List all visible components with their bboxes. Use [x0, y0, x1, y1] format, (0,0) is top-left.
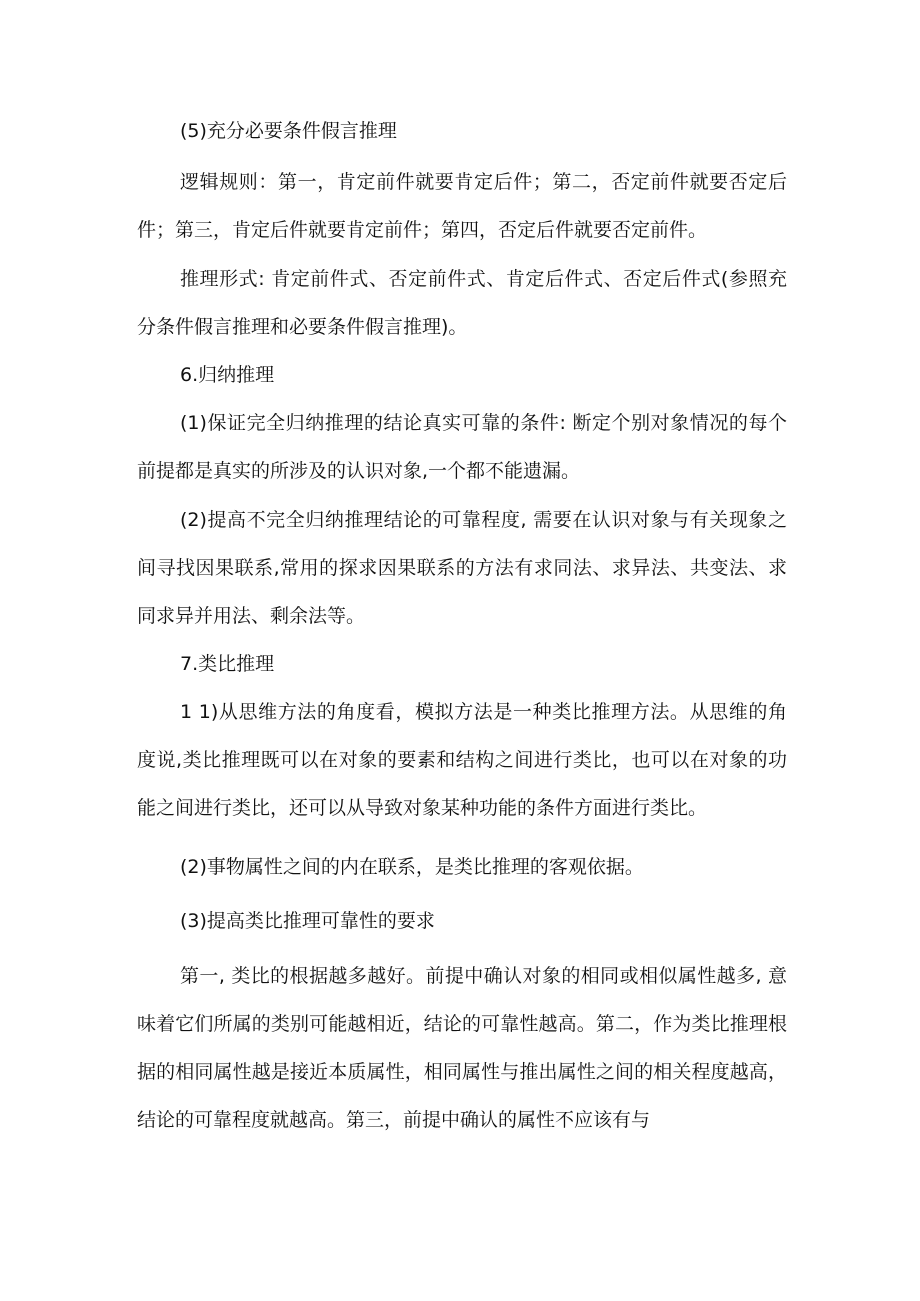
paragraph-analogy-basis: (2)事物属性之间的内在联系，是类比推理的客观依据。 [180, 856, 644, 878]
paragraph-reasoning-forms: 推理形式: 肯定前件式、否定前件式、肯定后件式、否定后件式(参照充分条件假言推理和必要条件假言推理)。 [137, 268, 787, 338]
heading-analogy-reliability: (3)提高类比推理可靠性的要求 [180, 910, 435, 932]
heading-sufficient-necessary-condition: (5)充分必要条件假言推理 [180, 120, 397, 142]
paragraph-reliability-requirements: 第一, 类比的根据越多越好。前提中确认对象的相同或相似属性越多, 意味着它们所属的类别可能越相近，结论的可靠性越高。第二，作为类比推理根据的相同属性越是接近本质属性，相同属性与推出属性之间的相关程度越高，结论的可靠程度就越高。第三，前提中确认的属性不应该有与 [137, 965, 787, 1131]
heading-inductive-reasoning: 6.归纳推理 [180, 364, 275, 386]
paragraph-analogy-method: 1 1)从思维方法的角度看，模拟方法是一种类比推理方法。从思维的角度说,类比推理既可以在对象的要素和结构之间进行类比，也可以在对象的功能之间进行类比，还可以从导致对象某种功能的条件方面进行类比。 [137, 701, 787, 819]
paragraph-complete-induction: (1)保证完全归纳推理的结论真实可靠的条件: 断定个别对象情况的每个前提都是真实的所涉及的认识对象,一个都不能遗漏。 [137, 412, 787, 482]
heading-analogical-reasoning: 7.类比推理 [180, 653, 275, 675]
paragraph-incomplete-induction: (2)提高不完全归纳推理结论的可靠程度, 需要在认识对象与有关现象之间寻找因果联系,常用的探求因果联系的方法有求同法、求异法、共变法、求同求异并用法、剩余法等。 [137, 509, 787, 627]
paragraph-logic-rules: 逻辑规则：第一，肯定前件就要肯定后件；第二，否定前件就要否定后件；第三，肯定后件就要肯定前件；第四，否定后件就要否定前件。 [137, 171, 787, 241]
